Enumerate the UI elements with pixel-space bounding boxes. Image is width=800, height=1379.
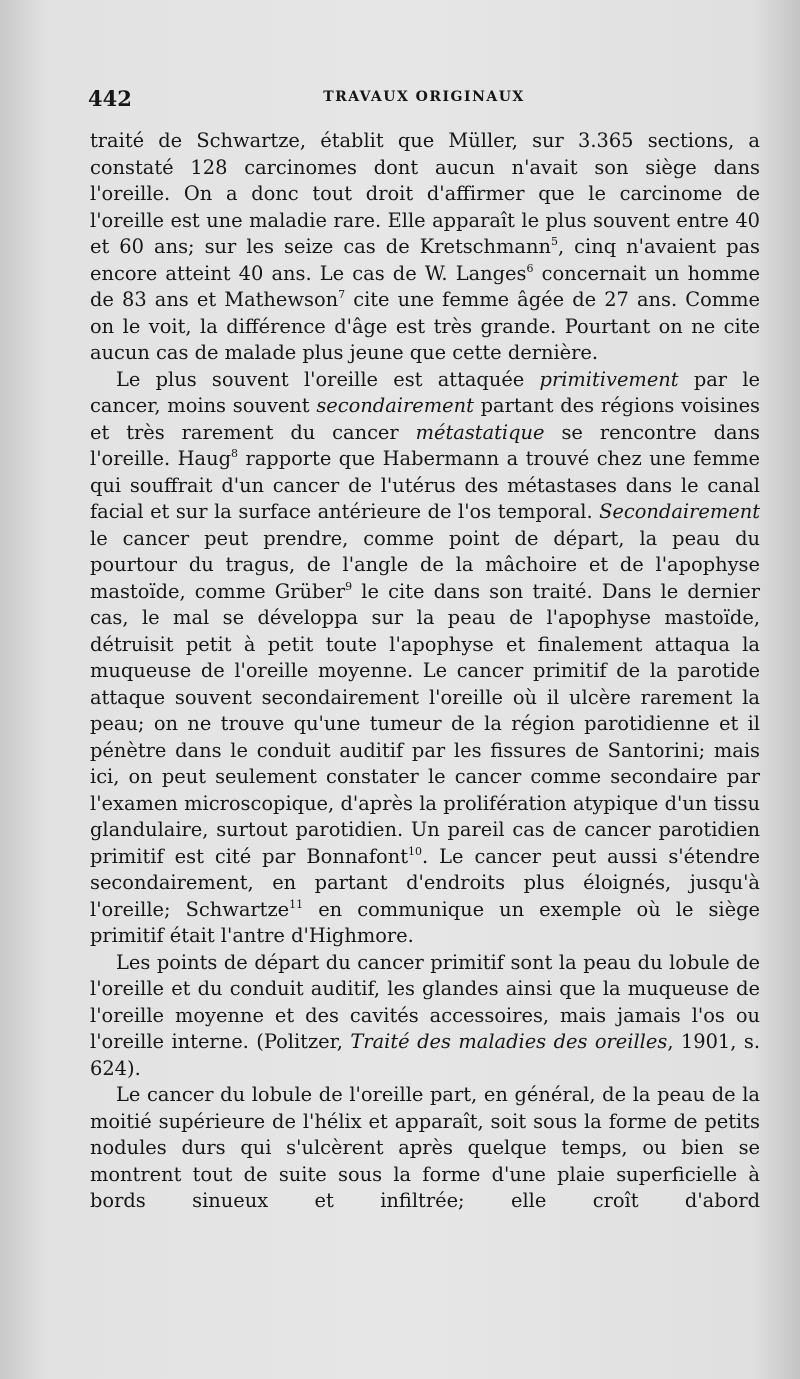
text-run: cite une femme âgée de 27 ans. Comme on le voit, la différence d'âge est très grande. Pourtant on ne cite aucun cas de malade plus jeune que cette dernière.	[90, 288, 760, 364]
text-run: Le cancer du lobule de l'oreille part, en général, de la peau de la moitié supérieure de l'hélix et apparaît, soit sous la forme de petits nodules durs qui s'ulcèrent après quelque temps, ou bien se montrent tout de suite sous la forme d'une plaie superficielle à bords sinueux et infiltrée; elle croît d'abord	[90, 1083, 760, 1212]
emphasis: secondairement	[316, 394, 474, 417]
emphasis: Traité des maladies des oreilles	[350, 1030, 668, 1053]
paragraph-3	[90, 950, 760, 1083]
footnote-ref-8: 8	[231, 447, 239, 460]
running-title: TRAVAUX ORIGINAUX	[323, 89, 525, 105]
emphasis: métastatique	[415, 420, 545, 444]
text-run: concernait un homme de 83 ans et Mathewson	[90, 261, 760, 311]
text-run: , cinq n'avaient pas encore atteint 40 ans. Le cas de W. Langes	[90, 235, 760, 285]
emphasis: primitivement	[539, 367, 679, 391]
emphasis: Secondairement	[599, 500, 760, 523]
text-run: par le cancer, moins souvent	[90, 367, 760, 417]
paragraph-1	[90, 128, 760, 367]
text-run: se rencontre dans l'oreille. Haug	[90, 420, 760, 470]
body-text	[90, 128, 760, 1215]
page-number: 442	[88, 86, 132, 111]
text-run: en communique un exemple où le siège primitif était l'antre d'Highmore.	[90, 897, 760, 947]
footnote-ref-7: 7	[338, 288, 346, 301]
text-run: traité de Schwartze, établit que Müller, sur 3.365 sections, a constaté 128 carcinomes dont aucun n'avait son siège dans l'oreille. On a donc tout droit d'affirmer que le carcinome de l'oreille est une maladie rare. Elle apparaît le plus souvent entre 40 et 60 ans; sur les seize cas de Kretschmann	[90, 129, 760, 258]
paragraph-2	[90, 367, 760, 950]
text-run: partant des régions voisines et très rarement du cancer	[90, 394, 760, 444]
text-run: le cancer peut prendre, comme point de départ, la peau du pourtour du tragus, de l'angle de la mâchoire et de l'apophyse mastoïde, comme Grüber	[90, 526, 760, 603]
running-head	[88, 86, 760, 110]
footnote-ref-6: 6	[526, 261, 534, 275]
text-run: le cite dans son traité. Dans le dernier cas, le mal se développa sur la peau de l'apophyse mastoïde, détruisit petit à petit toute l'apophyse et finalement attaqua la muqueuse de l'oreille moyenne. Le cancer primitif de la parotide attaque souvent secondairement l'oreille où il ulcère rarement la peau; on ne trouve qu'une tumeur de la région parotidienne et il pénètre dans le conduit auditif par les fissures de Santorini; mais ici, on peut seulement constater le cancer comme secondaire par l'examen microscopique, d'après la prolifération atypique d'un tissu glandulaire, surtout parotidien. Un pareil cas de cancer parotidien primitif est cité par Bonnafont	[90, 579, 760, 868]
footnote-ref-9: 9	[345, 579, 353, 593]
text-run: Les points de départ du cancer primitif sont la peau du lobule de l'oreille et du conduit auditif, les glandes ainsi que la muqueuse de l'oreille moyenne et des cavités accessoires, mais jamais l'os ou l'oreille interne. (Politzer,	[90, 950, 760, 1053]
text-run: rapporte que Habermann a trouvé chez une femme qui souffrait d'un cancer de l'utérus des métastases dans le canal facial et sur la surface antérieure de l'os temporal.	[90, 447, 760, 523]
footnote-ref-11: 11	[289, 897, 304, 911]
paragraph-4	[90, 1082, 760, 1215]
text-run: , 1901, s. 624).	[90, 1030, 760, 1080]
text-run: . Le cancer peut aussi s'étendre secondairement, en partant d'endroits plus éloignés, jusqu'à l'oreille; Schwartze	[90, 844, 760, 921]
footnote-ref-5: 5	[550, 235, 558, 248]
text-run: Le plus souvent l'oreille est attaquée	[116, 367, 540, 391]
footnote-ref-10: 10	[408, 844, 422, 858]
